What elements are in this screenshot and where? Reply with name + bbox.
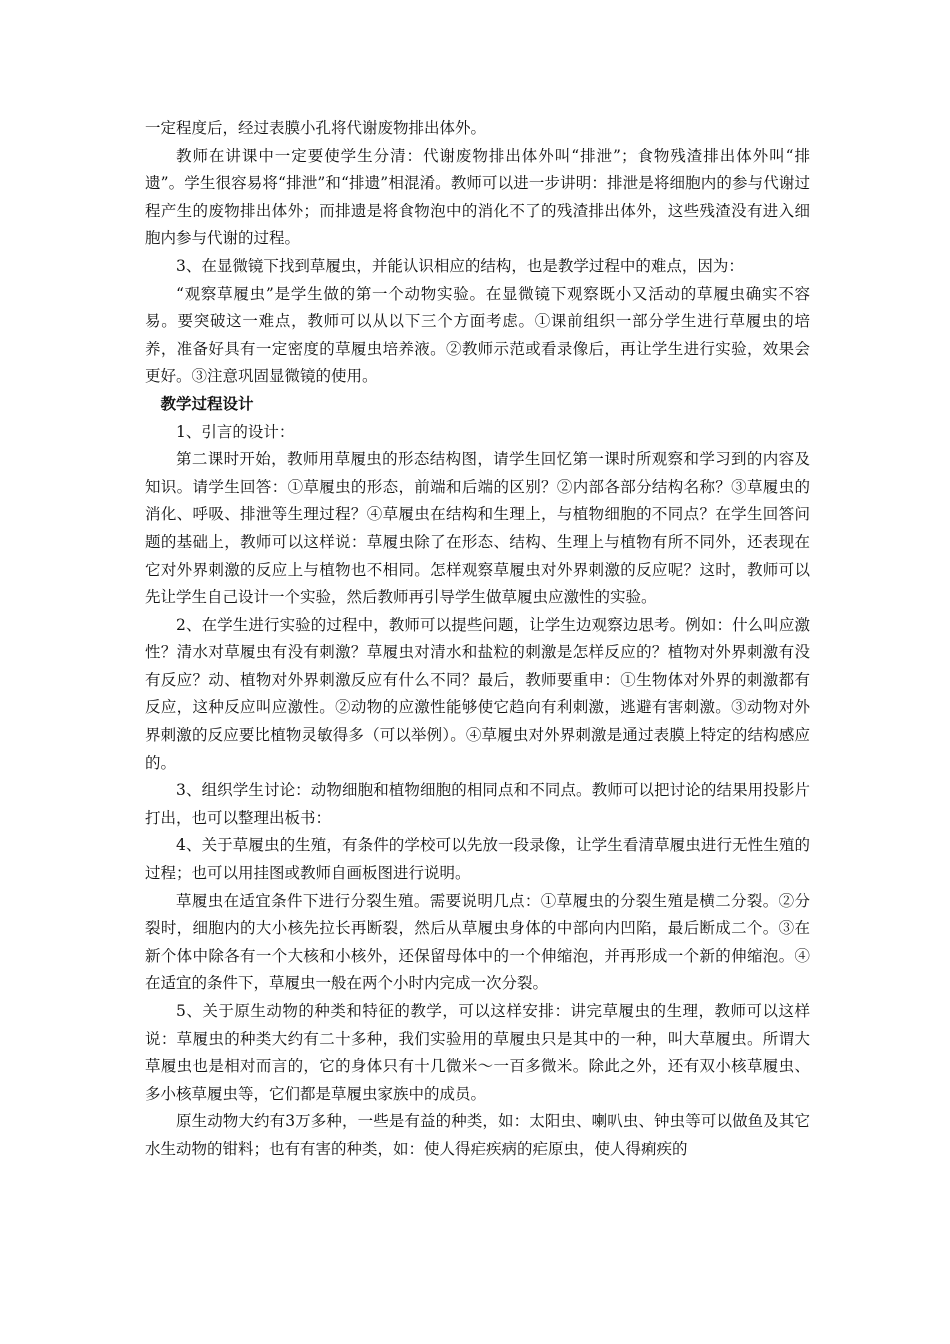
paragraph-difficulty-3: 3、在显微镜下找到草履虫，并能认识相应的结构，也是教学过程中的难点，因为： (176, 256, 744, 275)
paragraph-continuation: 一定程度后，经过表膜小孔将代谢废物排出体外。 (145, 119, 487, 137)
paragraph-protozoa: 原生动物大约有3万多种，一些是有益的种类，如：太阳虫、喇叭虫、钟虫等可以做鱼及其它水生动物的钳料；也有有害的种类，如：使人得疟疾病的疟原虫，使人得痢疾的 (145, 1112, 810, 1158)
document-body (145, 115, 810, 1164)
paragraph-intro-design: 1、引言的设计： (176, 422, 295, 441)
paragraph-reproduction: 4、关于草履虫的生殖，有条件的学校可以先放一段录像，让学生看清草履虫进行无性生殖的过程；也可以用挂图或教师自画板图进行说明。 (145, 836, 810, 883)
paragraph-fission: 草履虫在适宜条件下进行分裂生殖。需要说明几点：①草履虫的分裂生殖是横二分裂。②分裂时，细胞内的大小核先拉长再断裂，然后从草履虫身体的中部向内凹陷，最后断成二个。③在新个体中除各有一个大核和小核外，还保留母体中的一个伸缩泡，并再形成一个新的伸缩泡。④在适宜的条件下，草履虫一般在两个小时内完成一次分裂。 (145, 891, 810, 993)
paragraph-observation: “观察草履虫”是学生做的第一个动物实验。在显微镜下观察既小又活动的草履虫确实不容易。要突破这一难点，教师可以从以下三个方面考虑。①课前组织一部分学生进行草履虫的培养，准备好具有一定密度的草履虫培养液。②教师示范或看录像后，再让学生进行实验，效果会更好。③注意巩固显微镜的使用。 (145, 284, 810, 386)
paragraph-experiment-questions: 2、在学生进行实验的过程中，教师可以提些问题，让学生边观察边思考。例如：什么叫应激性？清水对草履虫有没有刺激？草履虫对清水和盐粒的刺激是怎样反应的？植物对外界刺激有没有反应？动、植物对外界刺激反应有什么不同？最后，教师要重申：①生物体对外界的刺激都有反应，这种反应叫应激性。②动物的应激性能够使它趋向有利刺激，逃避有害刺激。③动物对外界刺激的反应要比植物灵敏得多（可以举例）。④草履虫对外界刺激是通过表膜上特定的结构感应的。 (145, 615, 810, 772)
section-heading: 教学过程设计 (160, 394, 254, 413)
paragraph-excretion-explanation: 教师在讲课中一定要使学生分清：代谢废物排出体外叫“排泄”；食物残渣排出体外叫“排遗”。学生很容易将“排泄”和“排遗”相混淆。教师可以进一步讲明：排泄是将细胞内的参与代谢过程产生的废物排出体外；而排遗是将食物泡中的消化不了的残渣排出体外，这些残渣没有进入细胞内参与代谢的过程。 (145, 146, 810, 248)
paragraph-second-lesson: 第二课时开始，教师用草履虫的形态结构图，请学生回忆第一课时所观察和学习到的内容及知识。请学生回答：①草履虫的形态，前端和后端的区别？②内部各部分结构名称？③草履虫的消化、呼吸、排泄等生理过程？④草履虫在结构和生理上，与植物细胞的不同点？在学生回答问题的基础上，教师可以这样说：草履虫除了在形态、结构、生理上与植物有所不同外，还表现在它对外界刺激的反应上与植物也不相同。怎样观察草履虫对外界刺激的反应呢？这时，教师可以先让学生自己设计一个实验，然后教师再引导学生做草履虫应激性的实验。 (145, 450, 810, 607)
paragraph-discussion: 3、组织学生讨论：动物细胞和植物细胞的相同点和不同点。教师可以把讨论的结果用投影片打出，也可以整理出板书： (145, 781, 810, 827)
paragraph-species: 5、关于原生动物的种类和特征的教学，可以这样安排：讲完草履虫的生理，教师可以这样说：草履虫的种类大约有二十多种，我们实验用的草履虫只是其中的一种，叫大草履虫。所谓大草履虫也是相对而言的，它的身体只有十几微米～一百多微米。除此之外，还有双小核草履虫、多小核草履虫等，它们都是草履虫家族中的成员。 (145, 1002, 810, 1103)
